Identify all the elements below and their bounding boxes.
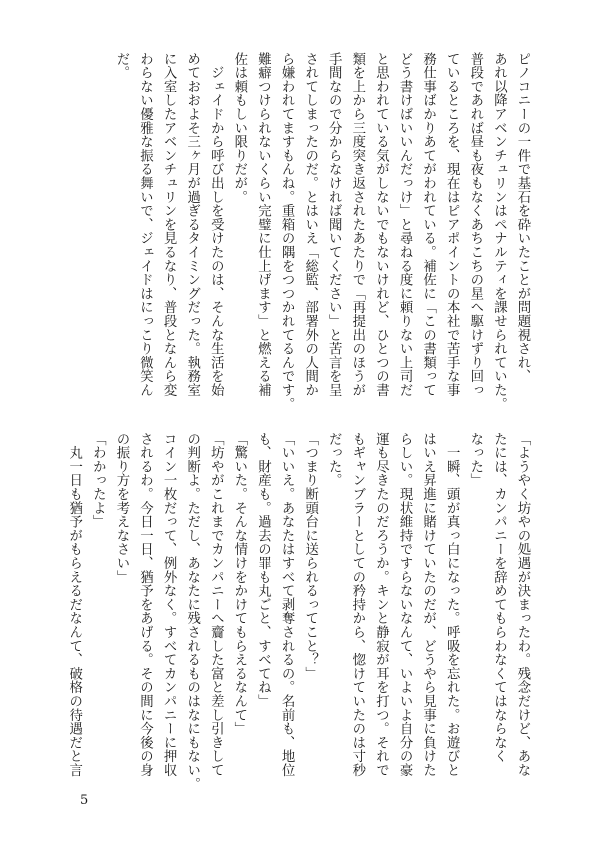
text-line: はいえ昇進に賭けていたのだが、どうやら見事に負けた [420,432,436,777]
text-line: らしい。現状維持ですらないなんて、いよいよ自分の豪 [397,432,413,777]
text-line: 類を上から三度突き返されたあたりで「再提出のほうが [349,52,365,397]
text-line: 「驚いた。そんな情けをかけてもらえるなんて」 [231,432,247,736]
text-line: 務仕事ばかりあてがわれている。補佐に「この書類って [420,52,436,397]
text-line: 「わかったよ」 [90,432,106,529]
text-line: 難癖つけられないくらい完璧に仕上げます」と燃える補 [255,52,271,397]
text-line: されてしまったのだ。とはいえ「総監、部署外の人間か [302,52,318,397]
text-line: どう書けばいいんだっけ」と尋ねる度に頼りない上司だ [397,52,413,397]
text-line: もギャンブラーとしての矜持から、惚けていたのは寸秒 [349,432,365,777]
text-line: 佐は頼もしい限りだが。 [231,52,247,204]
lower-text-block [66,432,534,794]
text-line: だった。 [326,432,342,488]
text-line: 普段であれば昼も夜もなくあちこちの星へ駆けずり回っ [467,52,483,397]
page-number: 5 [80,793,89,808]
text-line: ジェイドから呼び出しを受けたのは、そんな生活を始 [208,52,224,397]
text-line: ているところを、現在はピアポイントの本社で苦手な事 [444,52,460,397]
text-line: に入室したアベンチュリンを見るなり、普段となんら変 [161,52,177,397]
text-line: だ。 [113,52,129,80]
text-line: 「つまり断頭台に送られるってこと？」 [302,432,318,681]
text-line: めておおよそ三ヶ月が過ぎるタイミングだった。執務室 [184,52,200,397]
text-line: の判断よ。ただし、あなたに残されるものはなにもない。 [184,432,200,791]
text-line: ピノコニーの一件で基石を砕いたことが問題視され、 [515,52,530,384]
text-line: あれ以降アベンチュリンはペナルティを課せられていた。 [491,52,507,411]
text-line: も、財産も。過去の罪も丸ごと、すべてね」 [255,432,271,708]
text-line: 「いいえ。あなたはすべて剥奪されるの。名前も、地位 [279,432,295,777]
text-line: 手間なので分からなければ聞いてください」と苦言を呈 [326,52,342,397]
text-line: 丸一日も猶予がもらえるだなんて、破格の待遇だと言 [66,432,82,777]
text-line: わらない優雅な振る舞いで、ジェイドはにっこり微笑ん [137,52,153,397]
text-line: と思われている気がしないでもないけれど、ひとつの書 [373,52,389,397]
text-line: たには、カンパニーを辞めてもらわなくてはならなく [491,432,507,764]
text-line: 「坊やがこれまでカンパニーへ齎した富と差し引きして [208,432,224,777]
text-line: ら嫌われてますもんね。重箱の隅をつつかれてるんです。 [279,52,295,411]
upper-text-block [82,52,534,414]
text-line: されるわ。今日一日、猶予をあげる。その間に今後の身 [137,432,153,777]
text-line: の振り方を考えなさい」 [113,432,129,584]
text-line: コイン一枚だって、例外なく。すべてカンパニーに押収 [161,432,177,777]
text-line: 一瞬、頭が真っ白になった。呼吸を忘れた。お遊びと [444,432,460,777]
text-line: なった」 [467,432,483,488]
text-line: 「ようやく坊やの処遇が決まったわ。残念だけど、あな [515,432,530,777]
text-line: 運も尽きたのだろうか。キンと静寂が耳を打つ。それで [373,432,389,777]
